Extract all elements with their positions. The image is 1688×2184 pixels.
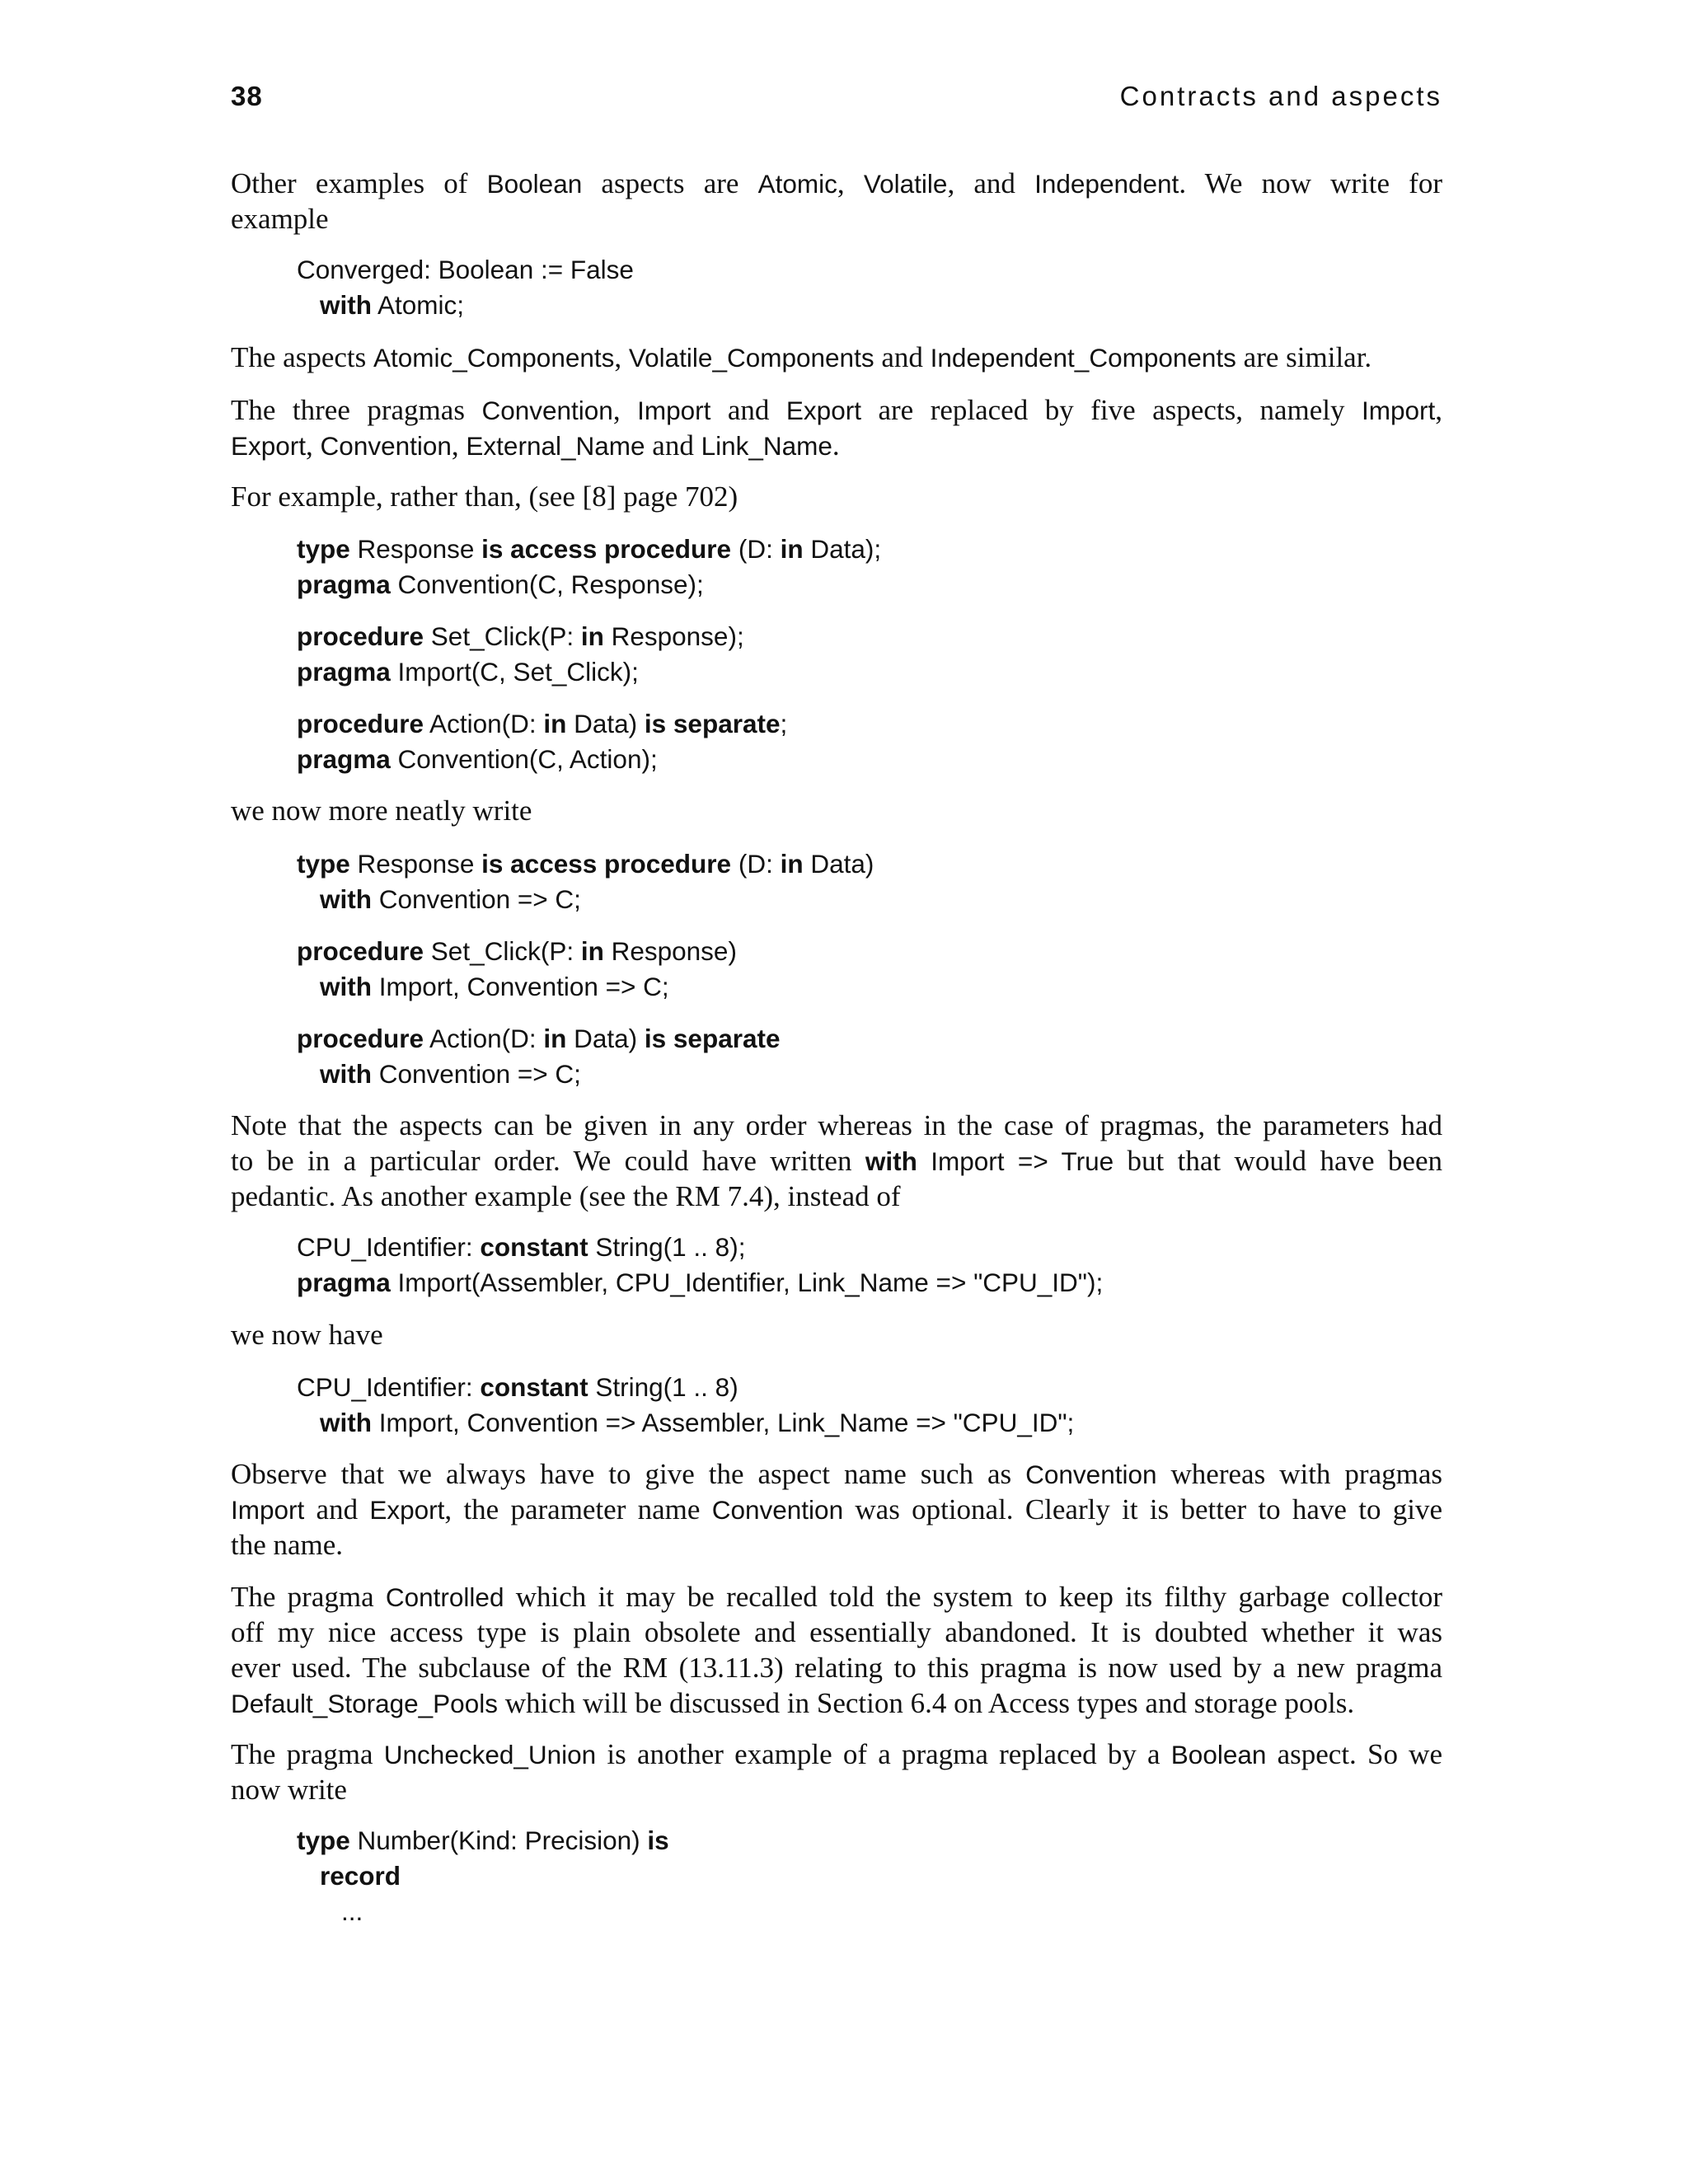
code-block-pragma-form: [297, 532, 1434, 602]
code-line: pragma Import(C, Set_Click);: [297, 657, 639, 687]
page-header: [231, 81, 1442, 117]
text-line: Note that the aspects can be given in any order whereas in the case of pragmas, the parameters had: [231, 1109, 1442, 1141]
text-line: Observe that we always have to give the aspect name such as Convention whereas with pragmas: [231, 1458, 1443, 1490]
text-line: Export, Convention, External_Name and Link_Name.: [231, 429, 840, 462]
text-line: ever used. The subclause of the RM (13.11.3) relating to this pragma is now used by a new pragma: [231, 1652, 1442, 1684]
paragraph-neatly-write: [231, 793, 1442, 828]
code-block-aspect-form: [297, 846, 1434, 917]
code-line: type Response is access procedure (D: in Data);: [297, 534, 882, 564]
code-line: procedure Action(D: in Data) is separate: [297, 1024, 781, 1053]
text-line: The pragma Unchecked_Union is another example of a pragma replaced by a Boolean aspect. So we: [231, 1738, 1442, 1770]
paragraph-aspect-name: [231, 1456, 1442, 1563]
text-line: the name.: [231, 1529, 344, 1561]
text-line: example: [231, 203, 329, 235]
code-line: procedure Action(D: in Data) is separate;: [297, 709, 788, 738]
code-block-unchecked-union: [297, 1823, 1434, 1929]
code-line: CPU_Identifier: constant String(1 .. 8);: [297, 1232, 746, 1262]
code-line: with Import, Convention => C;: [320, 972, 669, 1001]
paragraph-aspect-order: [231, 1108, 1442, 1214]
code-line: with Atomic;: [320, 290, 465, 320]
code-line: pragma Convention(C, Response);: [297, 569, 704, 599]
code-line: with Convention => C;: [320, 884, 581, 914]
code-line: procedure Set_Click(P: in Response);: [297, 621, 744, 651]
text-line: Default_Storage_Pools which will be discussed in Section 6.4 on Access types and storage pools.: [231, 1687, 1355, 1719]
code-block-aspect-form: [297, 934, 1434, 1005]
code-block-cpu-aspect: [297, 1370, 1434, 1441]
paragraph-we-now-have: [231, 1317, 1442, 1352]
code-line: with Convention => C;: [320, 1059, 581, 1089]
code-line: type Number(Kind: Precision) is: [297, 1825, 669, 1855]
code-line: record: [320, 1861, 401, 1891]
code-line: CPU_Identifier: constant String(1 .. 8): [297, 1372, 738, 1402]
text-line: The aspects Atomic_Components, Volatile_Components and Independent_Components are similar.: [231, 341, 1372, 373]
paragraph-pragmas-replaced: [231, 392, 1442, 463]
code-line: type Response is access procedure (D: in Data): [297, 849, 874, 879]
text-line: The three pragmas Convention, Import and Export are replaced by five aspects, namely Import,: [231, 394, 1443, 426]
code-block-pragma-form: [297, 619, 1434, 690]
text-line: we now have: [231, 1319, 383, 1351]
text-line: now write: [231, 1774, 347, 1806]
code-line: pragma Import(Assembler, CPU_Identifier, Link_Name => "CPU_ID");: [297, 1268, 1104, 1297]
text-line: to be in a particular order. We could have written with Import => True but that would have been: [231, 1145, 1442, 1177]
code-line: ...: [341, 1896, 363, 1926]
code-block-cpu-pragma: [297, 1230, 1434, 1301]
paragraph-for-example: [231, 479, 1442, 514]
paragraph-controlled: [231, 1579, 1442, 1721]
paragraph-component-aspects: [231, 340, 1442, 375]
paragraph-unchecked-union: [231, 1736, 1442, 1807]
text-line: For example, rather than, (see [8] page 702): [231, 480, 738, 513]
text-line: off my nice access type is plain obsolete and essentially abandoned. It is doubted whether it was: [231, 1616, 1442, 1648]
code-block-atomic: [297, 252, 1434, 323]
text-line: The pragma Controlled which it may be recalled told the system to keep its filthy garbage collector: [231, 1581, 1442, 1613]
code-line: with Import, Convention => Assembler, Link_Name => "CPU_ID";: [320, 1408, 1075, 1437]
code-block-aspect-form: [297, 1021, 1434, 1092]
text-line: pedantic. As another example (see the RM 7.4), instead of: [231, 1180, 901, 1212]
code-line: Converged: Boolean := False: [297, 255, 634, 284]
code-line: procedure Set_Click(P: in Response): [297, 936, 737, 966]
page-number: 38: [231, 81, 263, 111]
paragraph-boolean-aspects: [231, 166, 1442, 237]
text-line: Other examples of Boolean aspects are Atomic, Volatile, and Independent. We now write for: [231, 167, 1442, 199]
text-line: Import and Export, the parameter name Convention was optional. Clearly it is better to have to give: [231, 1493, 1443, 1526]
code-block-pragma-form: [297, 706, 1434, 777]
text-line: we now more neatly write: [231, 794, 532, 827]
running-title: Contracts and aspects: [1119, 81, 1442, 111]
code-line: pragma Convention(C, Action);: [297, 744, 658, 774]
